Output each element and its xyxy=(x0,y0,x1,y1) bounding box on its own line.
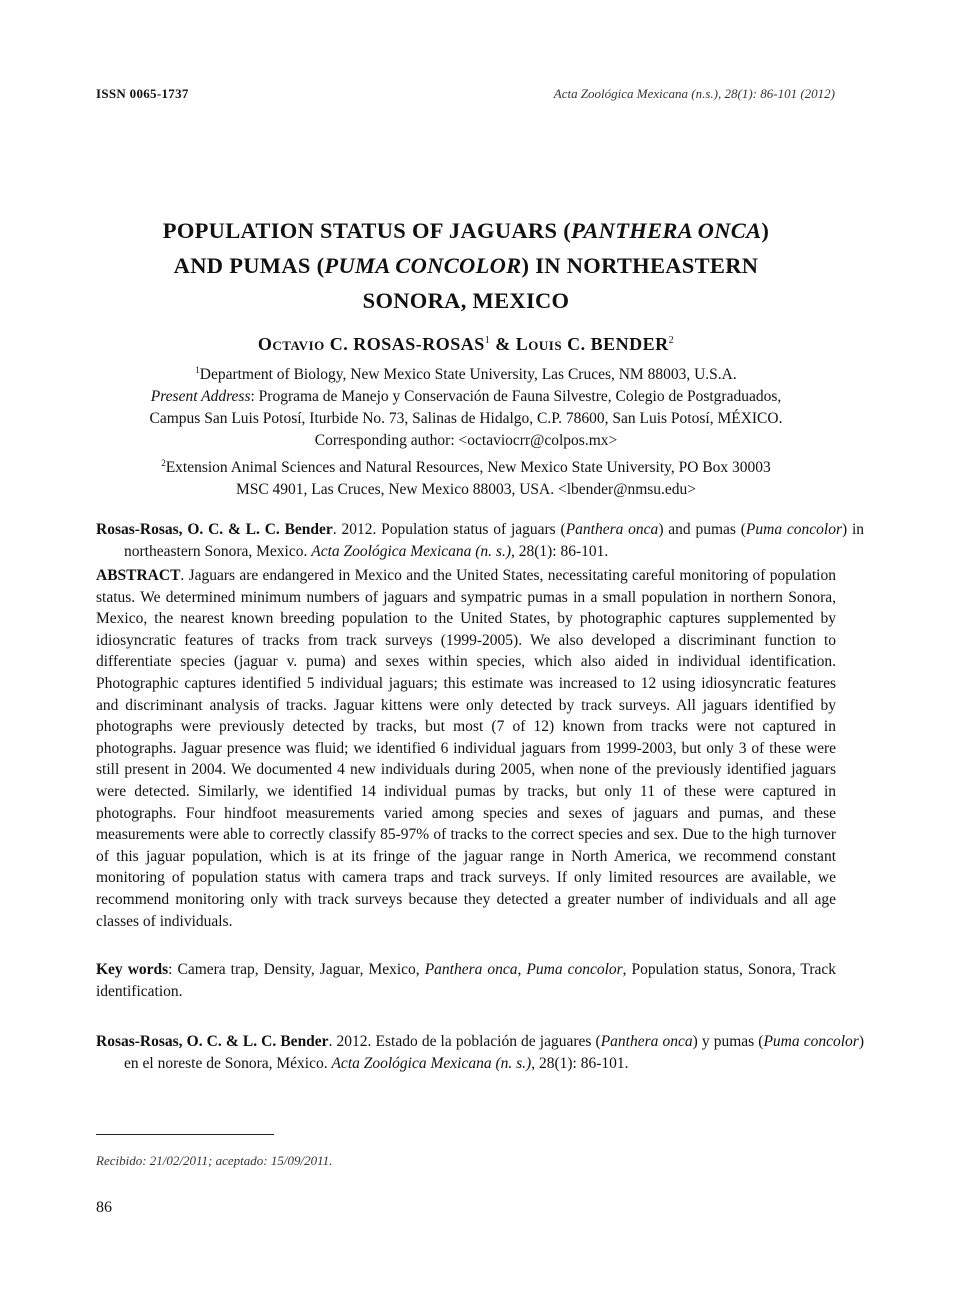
keywords-label: Key words xyxy=(96,961,169,978)
title-line-1: POPULATION STATUS OF JAGUARS (PANTHERA ONCA) xyxy=(162,218,770,243)
footnote-divider xyxy=(96,1134,274,1135)
article-title xyxy=(96,213,836,318)
abstract-label: ABSTRACT xyxy=(96,567,181,584)
corresponding-author: Corresponding author: <octaviocrr@colpos.mx> xyxy=(314,432,618,450)
present-address: Present Address: Programa de Manejo y Conservación de Fauna Silvestre, Colegio de Postgraduados, xyxy=(150,388,782,406)
abstract-text: . Jaguars are endangered in Mexico and the United States, necessitating careful monitoring of population status. We determined minimum numbers of jaguars and sympatric pumas in a small population in northern Sonora, Mexico, the nearest known breeding population to the United States, by photographic captures supplemented by idiosyncratic features of tracks from track surveys (1999-2005). We also developed a discriminant function to differentiate species (jaguar v. puma) and sexes within species, which also aided in individual identification. Photographic captures identified 5 individual jaguars; this estimate was increased to 12 using idiosyncratic features and discriminant analysis of tracks. Jaguar kittens were only detected by track surveys. All jaguars identified by photographs were previously detected by tracks, but most (7 of 12) known from tracks were not captured in photographs. Jaguar presence was fluid; we identified 6 individual jaguars from 1999-2003, but only 3 of these were still present in 2004. We documented 4 new individuals during 2005, when none of the previously identified jaguars were detected. Similarly, we identified 14 individual pumas by tracks, but only 11 of these were captured in photographs. Four hindfoot measurements varied among species and sexes of jaguars and pumas, and these measurements were able to correctly classify 85-97% of tracks to the correct species and sex. Due to the high turnover of this jaguar population, which is at its fringe of the jaguar range in North America, we recommend constant monitoring of population status with camera traps and track surveys. If only limited resources are available, we recommend monitoring only with track surveys because they detected a greater number of individuals and all age classes of individuals. xyxy=(96,567,836,930)
affiliation-2-cont: MSC 4901, Las Cruces, New Mexico 88003, USA. <lbender@nmsu.edu> xyxy=(235,481,697,499)
keywords: Key words: Camera trap, Density, Jaguar, Mexico, Panthera onca, Puma concolor, Population status, Sonora, Track identification. xyxy=(96,961,837,1000)
citation-spanish: Rosas-Rosas, O. C. & L. C. Bender. 2012. Estado de la población de jaguares (Panthera onca) y pumas (Puma concolor) en el noreste de Sonora, México. Acta Zoológica Mexicana (n. s.), 28(1): 86-101. xyxy=(96,1033,864,1072)
affiliation-1: $^1$Department of Biology, New Mexico State University, Las Cruces, NM 88003, U.S.A. xyxy=(195,365,737,384)
citation-english: Rosas-Rosas, O. C. & L. C. Bender. 2012. Population status of jaguars (Panthera onca) and pumas (Puma concolor) in northeastern Sonora, Mexico. Acta Zoológica Mexicana (n. s.), 28(1): 86-101. xyxy=(96,521,865,560)
present-address-cont: Campus San Luis Potosí, Iturbide No. 73, Salinas de Hidalgo, C.P. 78600, San Luis Potosí, MÉXICO. xyxy=(149,410,783,428)
received-date: Recibido: 21/02/2011; aceptado: 15/09/2011. xyxy=(96,1153,333,1168)
issn-label: ISSN 0065-1737 xyxy=(96,86,189,101)
page-number: 86 xyxy=(96,1199,112,1216)
affiliations xyxy=(96,359,836,501)
journal-reference: Acta Zoológica Mexicana (n.s.), 28(1): 86-101 (2012) xyxy=(553,86,835,101)
author-list: Octavio C. ROSAS-ROSAS$^1$ & Louis C. BENDER$^2$ xyxy=(257,334,675,354)
title-line-2: AND PUMAS (PUMA CONCOLOR) IN NORTHEASTERN xyxy=(173,253,759,278)
title-line-3: SONORA, MEXICO xyxy=(362,288,570,313)
affiliation-2: $^2$Extension Animal Sciences and Natural Resources, New Mexico State University, PO Box 30003 xyxy=(161,458,771,477)
abstract xyxy=(96,565,836,932)
